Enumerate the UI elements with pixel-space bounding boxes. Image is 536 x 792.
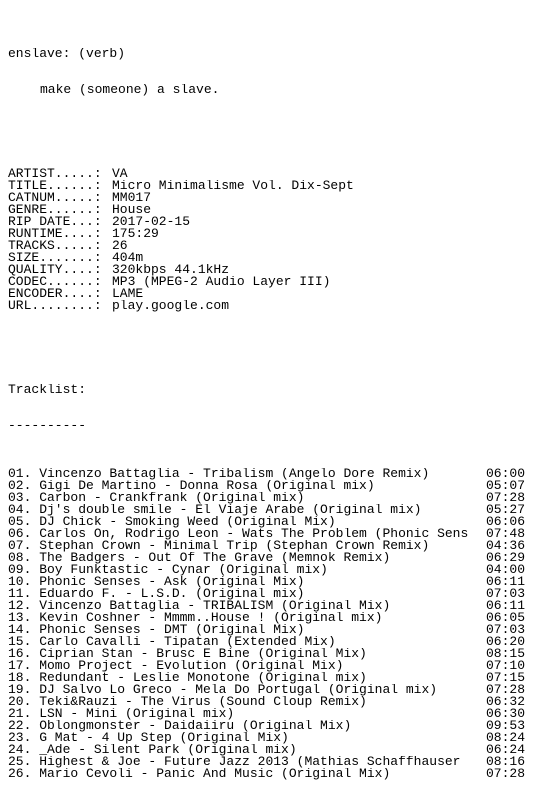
track-title: 25. Highest & Joe - Future Jazz 2013 (Mathias Schaffhauser [8, 756, 461, 768]
track-title: 22. Oblongmonster - Daidaiiru (Original Mix) [8, 720, 352, 732]
track-row [8, 552, 532, 564]
info-row [8, 276, 532, 288]
track-row [8, 684, 532, 696]
info-value: play.google.com [112, 300, 230, 312]
info-key: RIP DATE...: [8, 216, 102, 228]
info-value: LAME [112, 288, 144, 300]
track-row [8, 708, 532, 720]
track-row [8, 636, 532, 648]
track-title: 16. Ciprian Stan - Brusc E Bine (Original Mix) [8, 648, 367, 660]
track-duration: 06:11 [486, 576, 528, 588]
info-row [8, 228, 532, 240]
track-duration: 06:20 [486, 636, 528, 648]
track-title: 03. Carbon - Crankfrank (Original mix) [8, 492, 305, 504]
track-duration: 09:53 [486, 720, 528, 732]
track-row [8, 504, 532, 516]
track-duration: 04:00 [486, 564, 528, 576]
track-duration: 07:03 [486, 588, 528, 600]
track-title: 24. _Ade - Silent Park (Original mix) [8, 744, 297, 756]
track-duration: 05:07 [486, 480, 528, 492]
info-key: SIZE.......: [8, 252, 102, 264]
track-row [8, 756, 532, 768]
track-row [8, 516, 532, 528]
track-duration: 06:29 [486, 552, 528, 564]
info-key: QUALITY....: [8, 264, 102, 276]
track-title: 15. Carlo Cavalli - Tipatan (Extended Mix) [8, 636, 336, 648]
track-row [8, 744, 532, 756]
track-duration: 06:11 [486, 600, 528, 612]
track-row [8, 588, 532, 600]
track-duration: 06:30 [486, 708, 528, 720]
track-row [8, 612, 532, 624]
track-title: 17. Momo Project - Evolution (Original Mix) [8, 660, 344, 672]
track-duration: 08:16 [486, 756, 528, 768]
info-row [8, 300, 532, 312]
info-row [8, 192, 532, 204]
info-key: TITLE......: [8, 180, 102, 192]
info-value: MP3 (MPEG-2 Audio Layer III) [112, 276, 331, 288]
track-duration: 06:06 [486, 516, 528, 528]
info-row [8, 216, 532, 228]
track-title: 09. Boy Funktastic - Cynar (Original mix) [8, 564, 328, 576]
track-title: 04. Dj's double smile - El Viaje Arabe (Original mix) [8, 504, 422, 516]
tracklist [8, 468, 532, 780]
info-key: ARTIST.....: [8, 168, 102, 180]
info-key: CODEC......: [8, 276, 102, 288]
info-key: URL........: [8, 300, 102, 312]
info-value: 175:29 [112, 228, 159, 240]
info-value: MM017 [112, 192, 152, 204]
track-title: 01. Vincenzo Battaglia - Tribalism (Angelo Dore Remix) [8, 468, 430, 480]
track-title: 13. Kevin Coshner - Mmmm..House ! (Original mix) [8, 612, 383, 624]
info-key: GENRE......: [8, 204, 102, 216]
nfo-document [8, 24, 532, 792]
track-row [8, 672, 532, 684]
track-duration: 06:00 [486, 468, 528, 480]
info-row [8, 204, 532, 216]
track-title: 08. The Badgers - Out Of The Grave (Memnok Remix) [8, 552, 391, 564]
release-info [8, 168, 532, 312]
track-duration: 07:48 [486, 528, 528, 540]
info-row [8, 168, 532, 180]
track-row [8, 600, 532, 612]
track-duration: 05:27 [486, 504, 528, 516]
track-duration: 08:15 [486, 648, 528, 660]
info-key: CATNUM.....: [8, 192, 102, 204]
track-title: 19. DJ Salvo Lo Greco - Mela Do Portugal (Original mix) [8, 684, 438, 696]
definition-line-2: make (someone) a slave. [40, 84, 220, 96]
track-row [8, 480, 532, 492]
tracklist-heading: Tracklist: [8, 384, 87, 396]
track-title: 14. Phonic Senses - DMT (Original Mix) [8, 624, 305, 636]
track-row [8, 492, 532, 504]
info-row [8, 252, 532, 264]
track-title: 10. Phonic Senses - Ask (Original Mix) [8, 576, 305, 588]
track-duration: 06:05 [486, 612, 528, 624]
track-title: 05. DJ Chick - Smoking Weed (Original Mix) [8, 516, 336, 528]
track-row [8, 768, 532, 780]
track-title: 12. Vincenzo Battaglia - TRIBALISM (Original Mix) [8, 600, 391, 612]
info-row [8, 240, 532, 252]
definition-line-1: enslave: (verb) [8, 48, 126, 60]
track-row [8, 624, 532, 636]
spacer [8, 348, 532, 360]
track-row [8, 528, 532, 540]
track-duration: 06:24 [486, 744, 528, 756]
track-title: 11. Eduardo F. - L.S.D. (Original mix) [8, 588, 305, 600]
info-value: 320kbps 44.1kHz [112, 264, 230, 276]
info-key: RUNTIME....: [8, 228, 102, 240]
track-row [8, 576, 532, 588]
info-value: House [112, 204, 152, 216]
track-title: 21. LSN - Mini (Original mix) [8, 708, 235, 720]
track-title: 20. Teki&Rauzi - The Virus (Sound Cloup Remix) [8, 696, 367, 708]
info-value: 26 [112, 240, 128, 252]
info-key: TRACKS.....: [8, 240, 102, 252]
track-row [8, 540, 532, 552]
track-duration: 07:28 [486, 492, 528, 504]
info-row [8, 180, 532, 192]
track-row [8, 564, 532, 576]
info-key: ENCODER....: [8, 288, 102, 300]
info-row [8, 288, 532, 300]
track-row [8, 468, 532, 480]
info-value: 404m [112, 252, 144, 264]
track-duration: 04:36 [486, 540, 528, 552]
track-duration: 07:15 [486, 672, 528, 684]
track-title: 02. Gigi De Martino - Donna Rosa (Original mix) [8, 480, 375, 492]
info-value: 2017-02-15 [112, 216, 191, 228]
info-value: Micro Minimalisme Vol. Dix-Sept [112, 180, 354, 192]
info-row [8, 264, 532, 276]
tracklist-underline: ---------- [8, 420, 87, 432]
track-title: 23. G Mat - 4 Up Step (Original Mix) [8, 732, 289, 744]
track-row [8, 720, 532, 732]
track-title: 26. Mario Cevoli - Panic And Music (Original Mix) [8, 768, 391, 780]
spacer [8, 120, 532, 132]
track-duration: 07:10 [486, 660, 528, 672]
track-title: 07. Stephan Crown - Minimal Trip (Stephan Crown Remix) [8, 540, 430, 552]
track-title: 18. Redundant - Leslie Monotone (Original mix) [8, 672, 367, 684]
track-duration: 06:32 [486, 696, 528, 708]
track-title: 06. Carlos On, Rodrigo Leon - Wats The Problem (Phonic Sens [8, 528, 469, 540]
track-row [8, 732, 532, 744]
track-duration: 07:28 [486, 684, 528, 696]
track-duration: 08:24 [486, 732, 528, 744]
track-duration: 07:03 [486, 624, 528, 636]
info-value: VA [112, 168, 128, 180]
track-row [8, 696, 532, 708]
track-row [8, 660, 532, 672]
track-row [8, 648, 532, 660]
track-duration: 07:28 [486, 768, 528, 780]
